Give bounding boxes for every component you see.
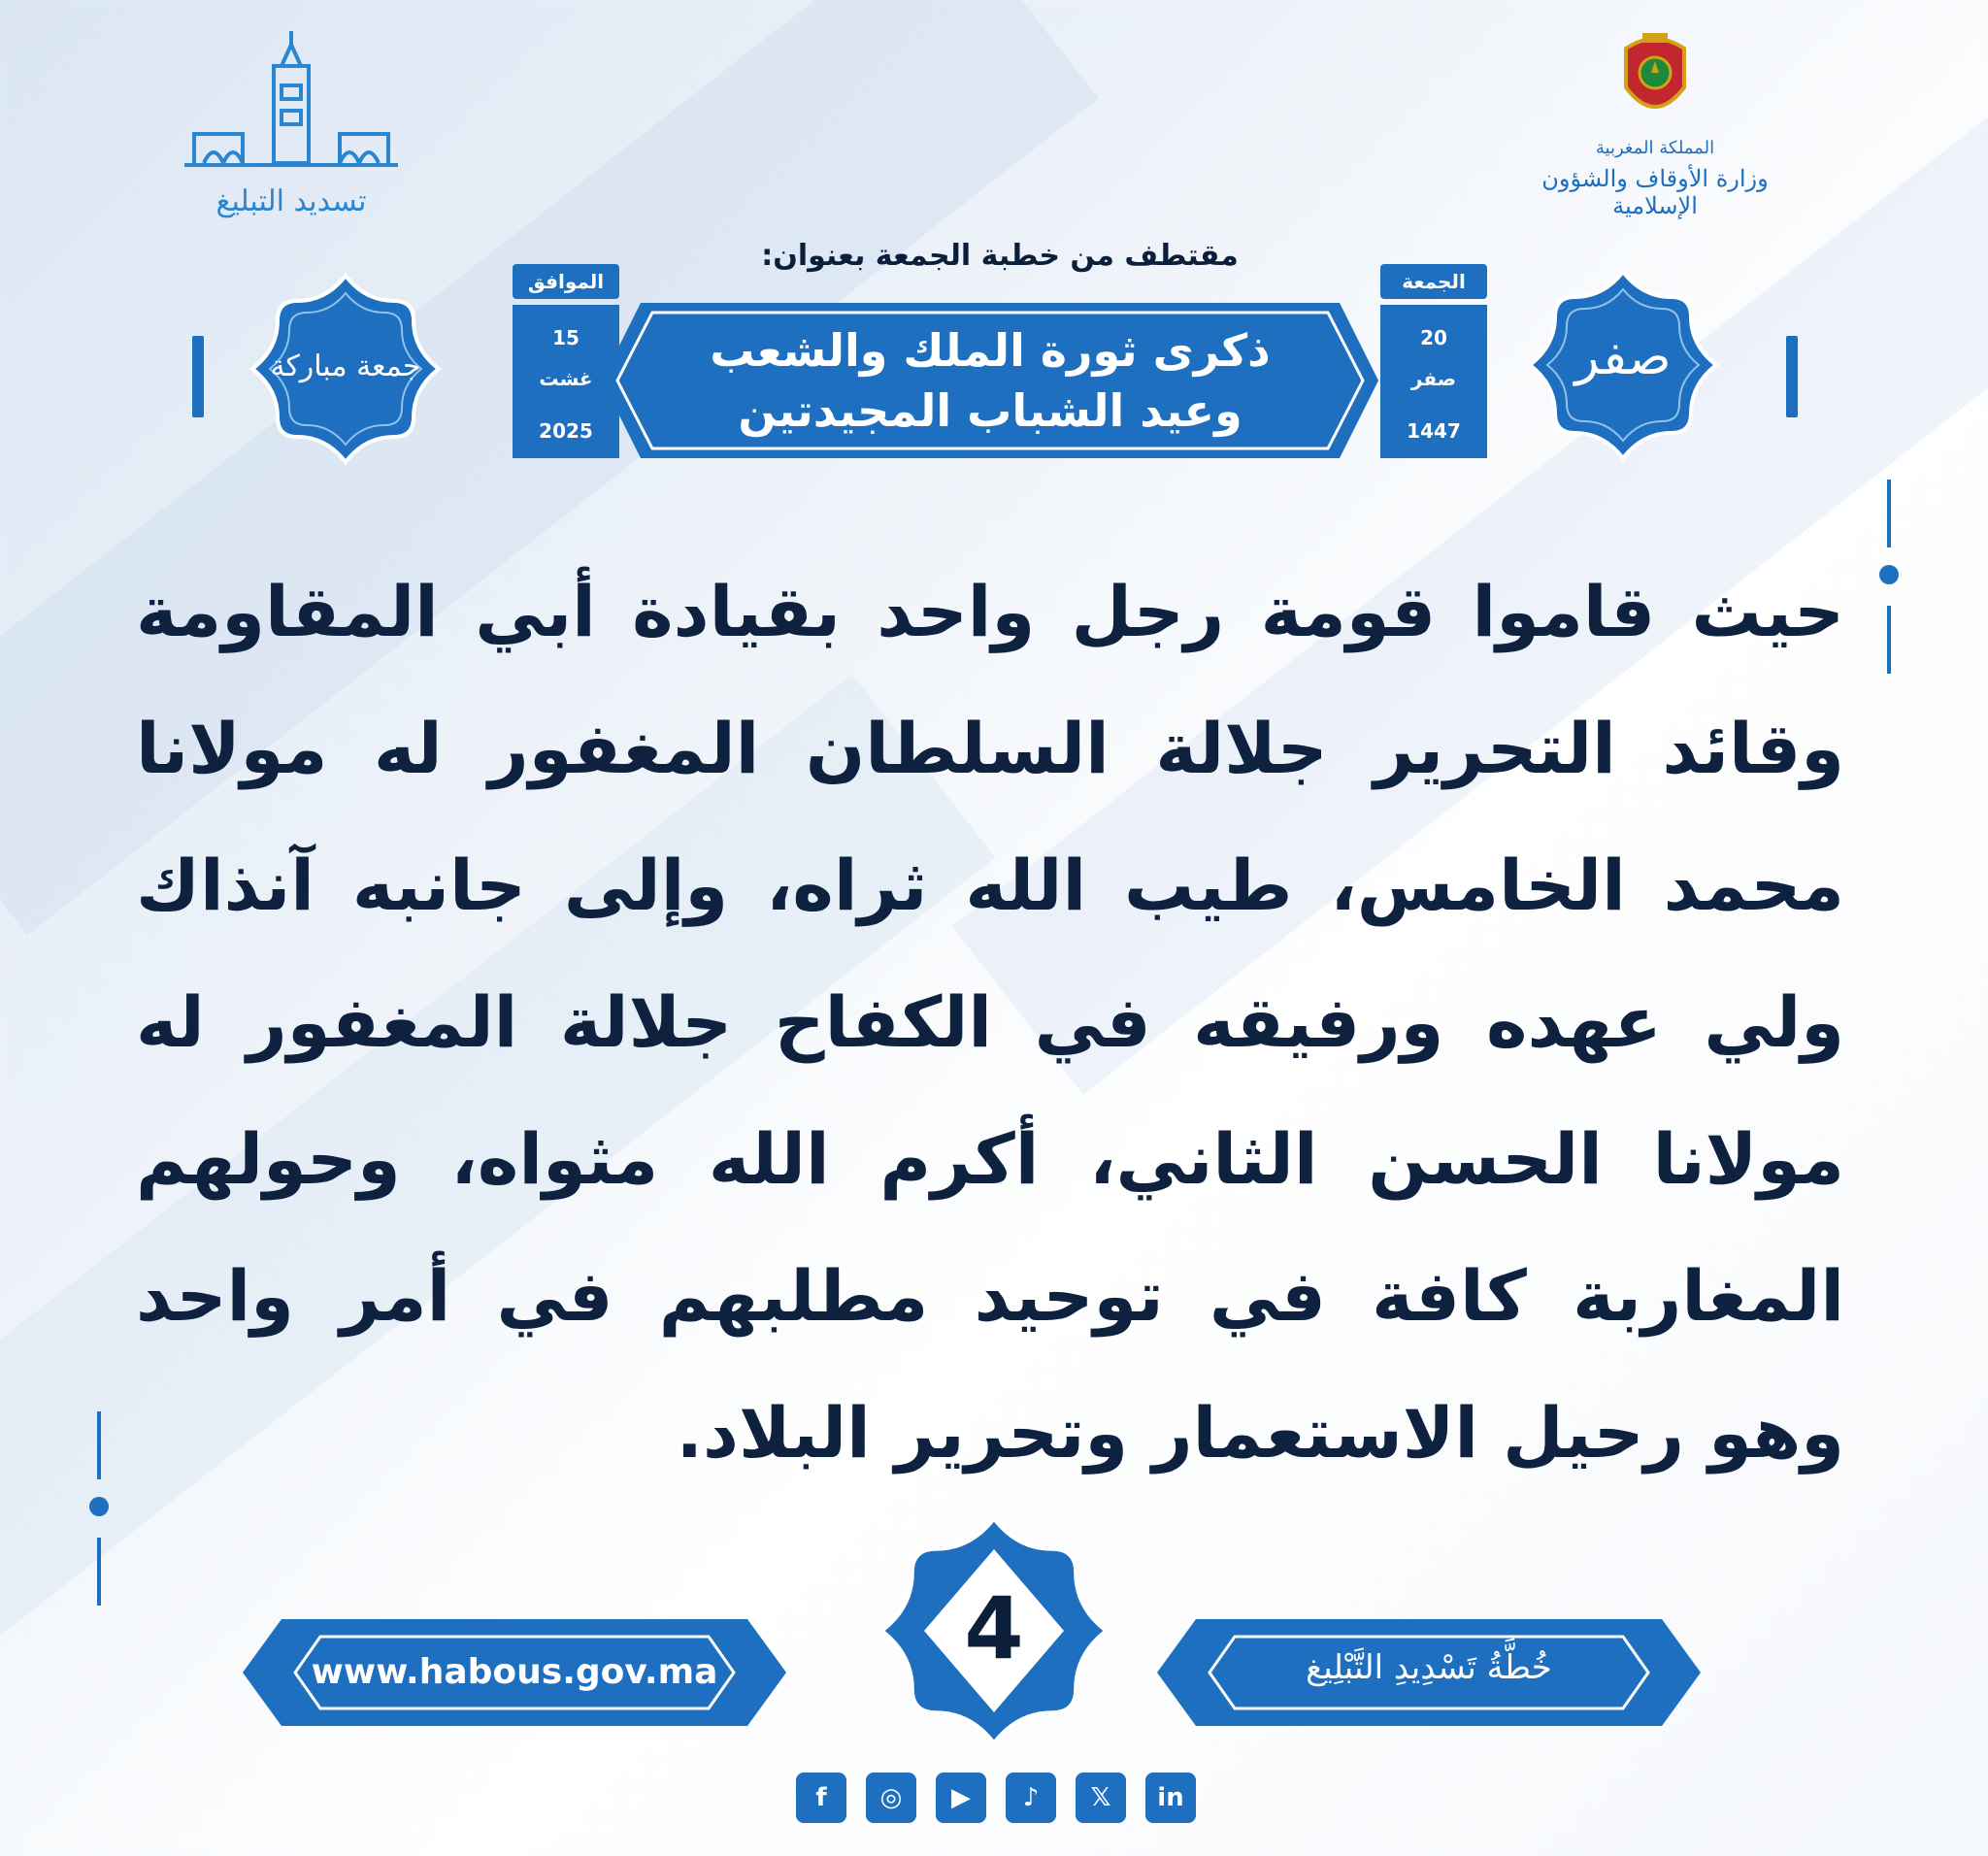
- left-logo-caption: تسديد التبليغ: [215, 184, 367, 218]
- ministry-country-text: المملكة المغربية: [1595, 138, 1715, 158]
- page-number-badge: [878, 1514, 1110, 1747]
- header-side-bar-left: [192, 336, 204, 417]
- safar-month-badge: [1526, 268, 1720, 462]
- gregorian-year: 2025: [539, 419, 593, 443]
- ministry-name-text: وزارة الأوقاف والشؤون الإسلامية: [1541, 165, 1769, 219]
- hijri-date-header: الجمعة: [1380, 264, 1487, 299]
- page-number: 4: [964, 1578, 1024, 1678]
- coat-of-arms-icon: [1626, 33, 1684, 107]
- hijri-day: 20: [1420, 326, 1447, 349]
- jumua-badge-text: جمعة مباركة: [270, 349, 421, 383]
- title-line-1: ذكرى ثورة الملك والشعب: [710, 324, 1271, 377]
- ornament-left: [89, 1411, 109, 1615]
- safar-badge-text: صفر: [1574, 328, 1672, 386]
- gregorian-month: غشت: [539, 367, 593, 390]
- x-icon[interactable]: 𝕏: [1076, 1773, 1126, 1823]
- facebook-icon[interactable]: f: [796, 1773, 846, 1823]
- website-link[interactable]: www.habous.gov.ma: [311, 1652, 718, 1692]
- hijri-year: 1447: [1407, 419, 1461, 443]
- linkedin-icon[interactable]: in: [1145, 1773, 1196, 1823]
- title-line-2: وعيد الشباب المجيدتين: [738, 384, 1242, 437]
- header-side-bar-right: [1786, 336, 1798, 417]
- sermon-subtitle: مقتطف من خطبة الجمعة بعنوان:: [761, 239, 1239, 273]
- sermon-excerpt-text: حيث قاموا قومة رجل واحد بقيادة أبي المقاومة وقائد التحرير جلالة السلطان المغفور له مولانا محمد الخامس، طيب الله ثراه، وإلى جانبه آنذاك ولي عهده ورفيقه في الكفاح جلالة المغفور له مولانا الحسن الثاني، أكرم الله مثواه، وحولهم المغاربة كافة في توحيد مطلبهم في أمر واحد وهو رحيل الاستعمار وتحرير البلاد.: [136, 571, 1844, 1474]
- website-ribbon[interactable]: [243, 1619, 786, 1726]
- plan-label-ribbon: [1157, 1619, 1701, 1726]
- jumua-mubaraka-badge: [248, 272, 443, 466]
- youtube-icon[interactable]: ▶: [936, 1773, 986, 1823]
- gregorian-day: 15: [552, 326, 580, 349]
- instagram-icon[interactable]: ◎: [866, 1773, 916, 1823]
- plan-label-text: خُطَّةُ تَسْدِيدِ التَّبْلِيغ: [1306, 1648, 1552, 1687]
- hijri-date: [1380, 264, 1487, 458]
- tiktok-icon[interactable]: ♪: [1006, 1773, 1056, 1823]
- gregorian-date-header: الموافق: [513, 264, 619, 299]
- tasdid-tabligh-logo: [184, 27, 398, 231]
- ornament-right: [1879, 480, 1899, 683]
- ministry-logo: [1514, 29, 1796, 233]
- sermon-title-banner: [602, 303, 1378, 458]
- hijri-month: صفر: [1410, 367, 1457, 390]
